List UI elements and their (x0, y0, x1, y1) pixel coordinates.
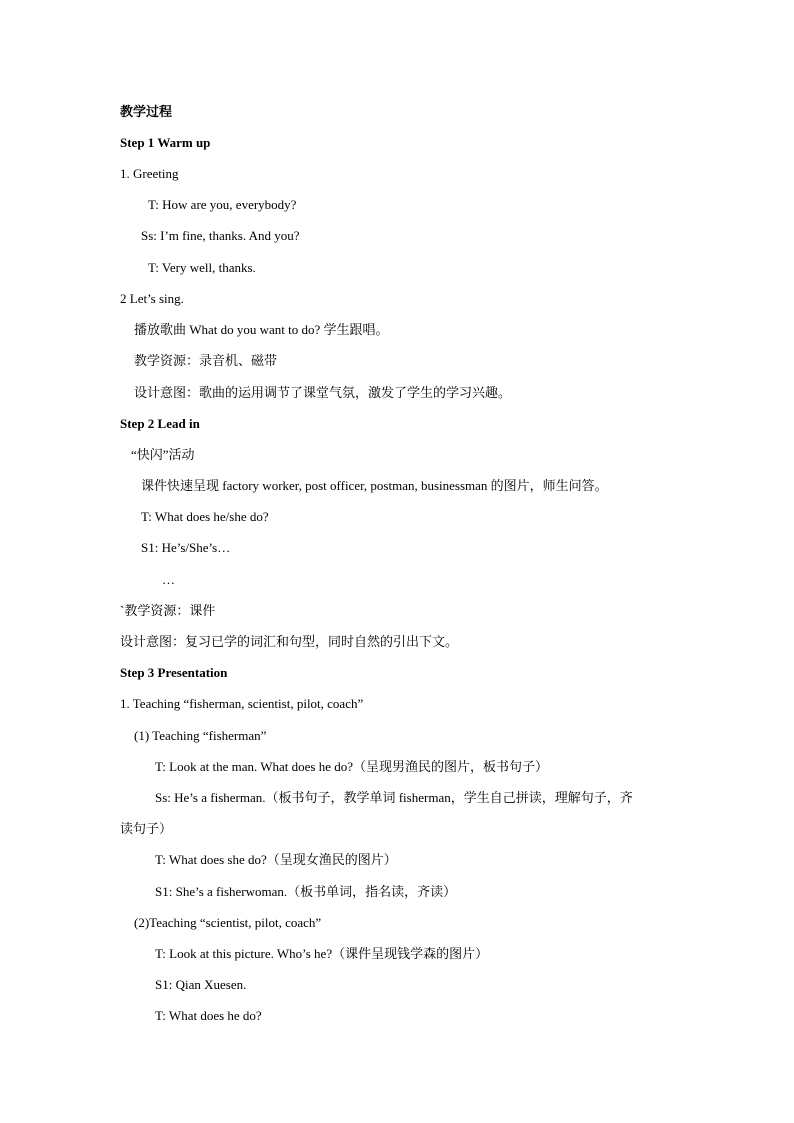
text-line: S1: He’s/She’s… (141, 540, 231, 555)
text-line: (2)Teaching “scientist, pilot, coach” (134, 915, 322, 930)
step-2-heading: Step 2 Lead in (120, 416, 200, 431)
text-line: 设计意图：歌曲的运用调节了课堂气氛，激发了学生的学习兴趣。 (134, 385, 512, 400)
text-line: S1: Qian Xuesen. (155, 977, 247, 992)
text-line: 1. Greeting (120, 166, 179, 181)
text-line: 播放歌曲 What do you want to do? 学生跟唱。 (134, 322, 389, 337)
text-line: T: Look at this picture. Who’s he?（课件呈现钱学森的图片） (155, 946, 489, 961)
text-line: T: How are you, everybody? (148, 197, 297, 212)
section-title: 教学过程 (120, 104, 173, 119)
text-line: (1) Teaching “fisherman” (134, 728, 267, 743)
text-line: T: What does he/she do? (141, 509, 269, 524)
text-line: 1. Teaching “fisherman, scientist, pilot, coach” (120, 696, 364, 711)
text-line: 教学资源：录音机、磁带 (134, 353, 278, 368)
text-line: T: What does he do? (155, 1008, 262, 1023)
text-line: 课件快速呈现 factory worker, post officer, postman, businessman 的图片，师生问答。 (141, 478, 608, 493)
text-line: Ss: I’m fine, thanks. And you? (141, 228, 300, 243)
text-line: S1: She’s a fisherwoman.（板书单词，指名读，齐读） (155, 884, 457, 899)
text-line: T: Very well, thanks. (148, 260, 256, 275)
text-line: Ss: He’s a fisherman.（板书句子，教学单词 fisherman，学生自己拼读，理解句子，齐 (155, 790, 633, 805)
step-1-heading: Step 1 Warm up (120, 135, 211, 150)
text-line: T: Look at the man. What does he do?（呈现男渔民的图片，板书句子） (155, 759, 549, 774)
text-line: 设计意图：复习已学的词汇和句型，同时自然的引出下文。 (120, 634, 459, 649)
text-line: 2 Let’s sing. (120, 291, 184, 306)
step-3-heading: Step 3 Presentation (120, 665, 228, 680)
text-line: … (162, 572, 175, 587)
text-line: 读句子） (120, 821, 173, 836)
text-line: T: What does she do?（呈现女渔民的图片） (155, 852, 397, 867)
text-line: `教学资源：课件 (120, 603, 216, 618)
text-line: “快闪”活动 (131, 447, 195, 462)
